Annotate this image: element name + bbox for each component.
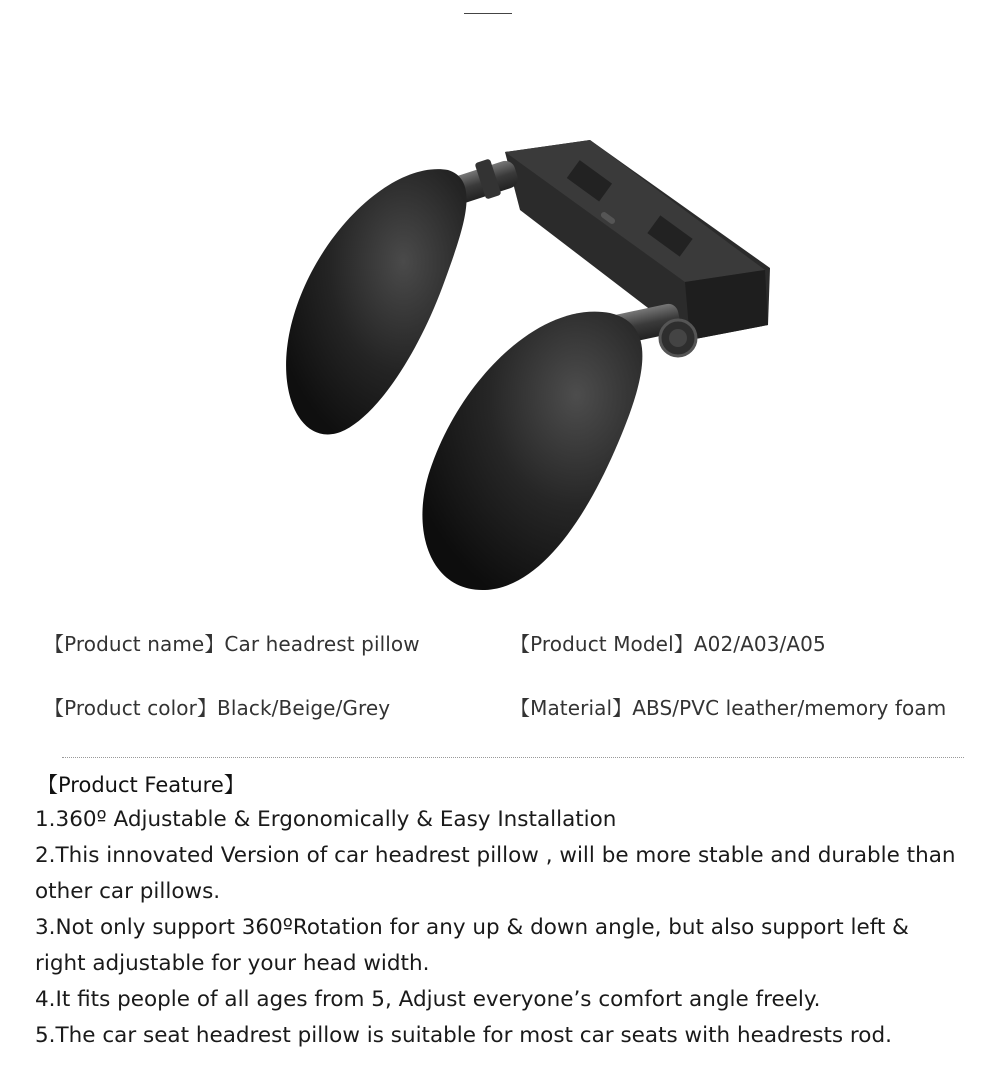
lower-cushion — [422, 312, 642, 590]
top-divider — [464, 13, 512, 14]
feature-item: 4.It fits people of all ages from 5, Adjust everyone’s comfort angle freely. — [35, 987, 821, 1012]
spec-product-name — [44, 628, 420, 657]
spec-value: Car headrest pillow — [224, 632, 420, 656]
feature-list — [35, 802, 965, 1054]
spec-product-model — [510, 628, 826, 657]
spec-value: A02/A03/A05 — [693, 632, 826, 656]
spec-key: 【Product Model】 — [510, 632, 694, 656]
feature-title: 【Product Feature】 — [37, 773, 245, 797]
feature-item: 2.This innovated Version of car headrest pillow , will be more stable and durable than other car pillows. — [35, 843, 956, 904]
spec-value: Black/Beige/Grey — [217, 696, 391, 720]
spec-key: 【Product color】 — [44, 696, 218, 720]
feature-item: 1.360º Adjustable & Ergonomically & Easy Installation — [35, 807, 617, 832]
spec-key: 【Product name】 — [44, 632, 225, 656]
spec-value: ABS/PVC leather/memory foam — [632, 696, 947, 720]
product-image — [270, 130, 790, 600]
feature-item: 5.The car seat headrest pillow is suitable for most car seats with headrests rod. — [35, 1023, 892, 1048]
spec-product-color — [44, 692, 390, 721]
mount-frame — [505, 140, 770, 340]
dotted-divider — [62, 757, 964, 758]
feature-item: 3.Not only support 360ºRotation for any up & down angle, but also support left & right adjustable for your head width. — [35, 915, 909, 976]
upper-cushion — [286, 169, 466, 434]
spec-key: 【Material】 — [510, 696, 633, 720]
spec-material — [510, 692, 946, 721]
